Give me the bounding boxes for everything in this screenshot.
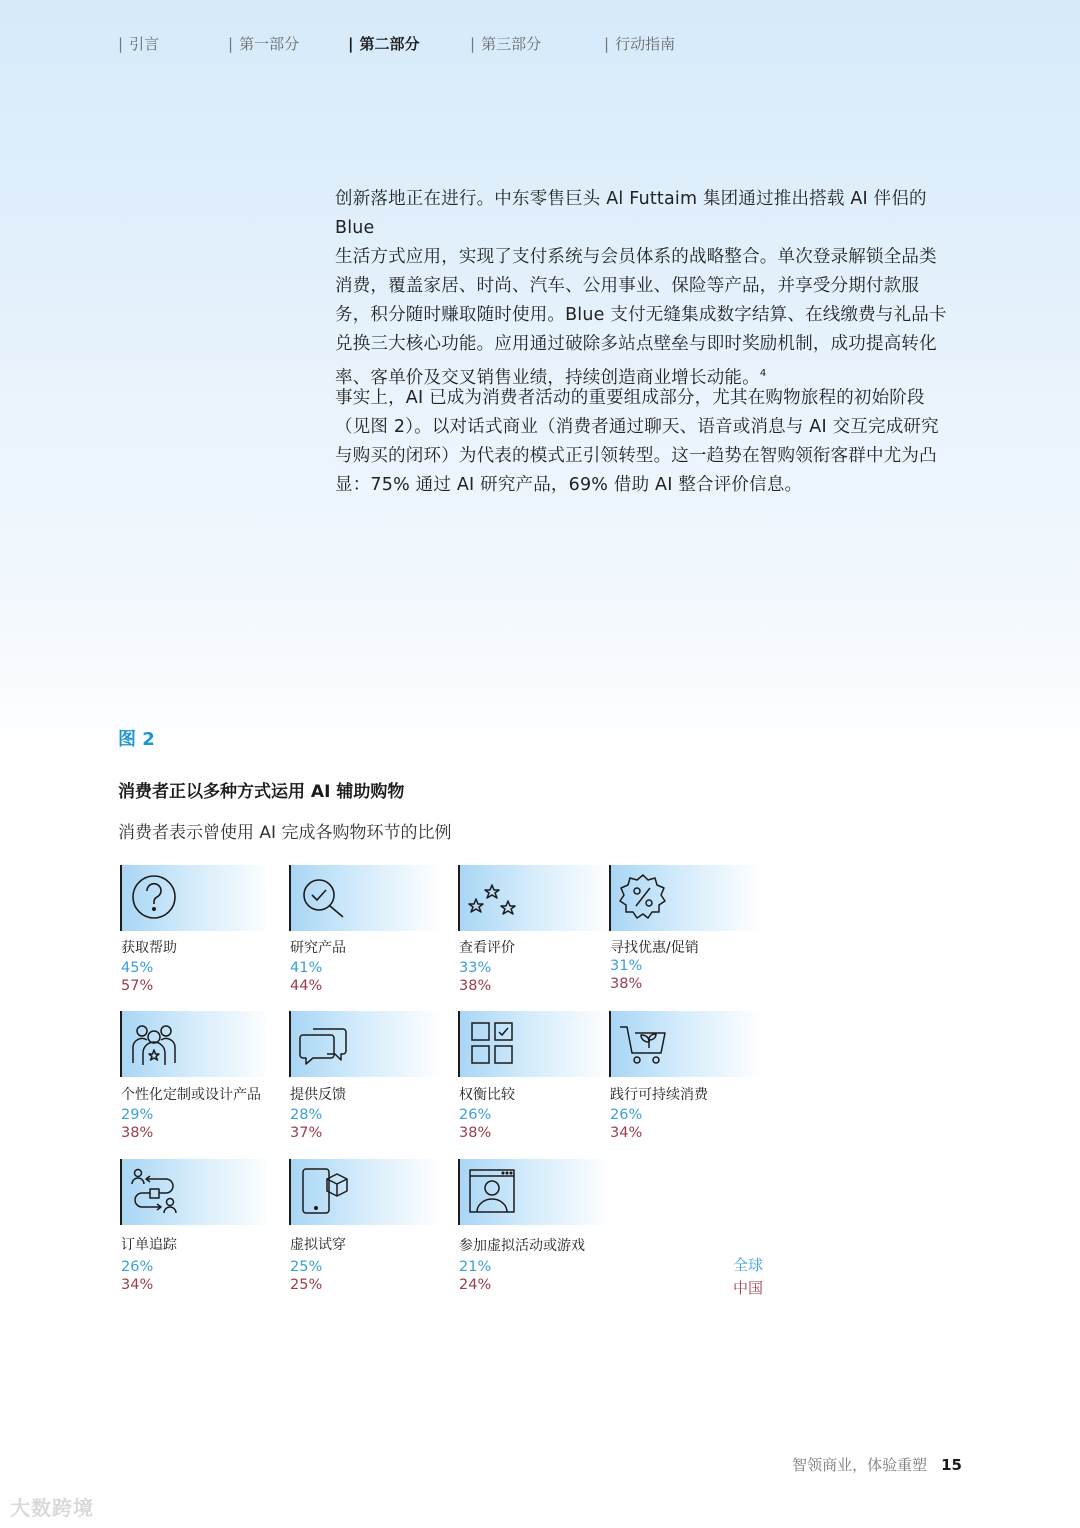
card-label: 虚拟试穿 (290, 1237, 346, 1253)
stat-card-virtual-events-games (458, 1159, 618, 1299)
china-value: 24% (459, 1277, 492, 1293)
stat-card-personalize-design (120, 1011, 280, 1151)
discount-badge-icon (617, 871, 669, 923)
body-paragraph-2: 事实上，AI 已成为消费者活动的重要组成部分，尤其在购物旅程的初始阶段 （见图 2）。以对话式商业（消费者通过聊天、语音或消息与 AI 交互完成研究 与购买的闭环）为代表的模式正引领转型。这一趋势在智购领衔客群中尤为凸 显：75% 通过 AI 研究产品，69% 借助 AI 整合评价信息。 (335, 388, 939, 495)
card-label: 参加虚拟活动或游戏 (459, 1238, 585, 1254)
global-value: 21% (459, 1259, 492, 1275)
virtual-window-person-icon (466, 1165, 518, 1217)
people-star-icon (128, 1017, 180, 1069)
card-label: 研究产品 (290, 940, 346, 956)
compare-grid-icon (466, 1017, 518, 1069)
global-value: 31% (610, 958, 643, 974)
nav-item-intro[interactable]: | 引言 (118, 35, 160, 53)
global-value: 26% (121, 1259, 154, 1275)
nav-item-part1[interactable]: | 第一部分 (228, 35, 300, 53)
nav-item-part2[interactable]: | 第二部分 (348, 35, 420, 53)
watermark: 大数跨境 (10, 1496, 94, 1520)
legend-global: 全球 (733, 1256, 764, 1274)
global-value: 28% (290, 1107, 323, 1123)
china-value: 25% (290, 1277, 323, 1293)
china-value: 38% (459, 978, 492, 994)
stat-card-virtual-try-on (289, 1159, 449, 1299)
china-value: 38% (459, 1125, 492, 1141)
figure-subtitle: 消费者表示曾使用 AI 完成各购物环节的比例 (118, 823, 452, 843)
global-value: 45% (121, 960, 154, 976)
route-tracking-icon (128, 1165, 180, 1217)
stat-card-research-products (289, 865, 449, 1005)
global-value: 33% (459, 960, 492, 976)
card-label: 个性化定制或设计产品 (121, 1087, 261, 1103)
footnote-ref[interactable]: 4 (759, 368, 767, 379)
china-value: 38% (610, 976, 643, 992)
page-footer (792, 1454, 962, 1475)
figure-label: 图 2 (118, 729, 155, 750)
card-label: 获取帮助 (121, 940, 177, 956)
stat-card-find-deals (609, 865, 769, 1005)
figure-title: 消费者正以多种方式运用 AI 辅助购物 (118, 782, 405, 802)
stat-card-view-reviews (458, 865, 618, 1005)
china-value: 57% (121, 978, 154, 994)
body-paragraph-1: 创新落地正在进行。中东零售巨头 Al Futtaim 集团通过推出搭载 AI 伴侣的 Blue 生活方式应用，实现了支付系统与会员体系的战略整合。单次登录解锁全品类 消费，覆盖家居、时尚、汽车、公用事业、保险等产品，并享受分期付款服 务，积分随时赚取随时使用。Blue 支付无缝集成数字结算、在线缴费与礼品卡 兑换三大核心功能。应用通过破除多站点壁垒与即时奖励机制，成功提高转化 率、客单价及交叉销售业绩，持续创造商业增长动能。$^4$ (335, 189, 947, 388)
global-value: 26% (459, 1107, 492, 1123)
china-value: 37% (290, 1125, 323, 1141)
stat-card-sustainable-consumption (609, 1011, 769, 1151)
page-number: 15 (941, 1456, 962, 1474)
eco-cart-icon (617, 1017, 669, 1069)
china-value: 34% (121, 1277, 154, 1293)
global-value: 25% (290, 1259, 323, 1275)
footer-title: 智领商业，体验重塑 (792, 1456, 928, 1474)
global-value: 41% (290, 960, 323, 976)
card-label: 提供反馈 (290, 1087, 346, 1103)
question-icon (128, 871, 180, 923)
global-value: 26% (610, 1107, 643, 1123)
card-label: 查看评价 (459, 940, 515, 956)
phone-cube-icon (297, 1165, 349, 1217)
china-value: 34% (610, 1125, 643, 1141)
china-value: 38% (121, 1125, 154, 1141)
stat-card-give-feedback (289, 1011, 449, 1151)
card-label: 践行可持续消费 (610, 1087, 708, 1103)
stat-card-weigh-compare (458, 1011, 618, 1151)
magnifier-check-icon (297, 871, 349, 923)
stat-card-order-tracking (120, 1159, 280, 1299)
section-nav (0, 33, 1080, 57)
nav-item-part3[interactable]: | 第三部分 (470, 35, 542, 53)
card-label: 权衡比较 (459, 1087, 515, 1103)
figure-legend (733, 1254, 763, 1300)
chat-bubbles-icon (297, 1017, 349, 1069)
stars-icon (466, 871, 518, 923)
nav-item-action-guide[interactable]: | 行动指南 (604, 35, 676, 53)
stat-card-get-help (120, 865, 280, 1005)
china-value: 44% (290, 978, 323, 994)
card-label: 订单追踪 (121, 1237, 177, 1253)
card-label: 寻找优惠/促销 (610, 940, 699, 956)
legend-china: 中国 (733, 1279, 764, 1297)
global-value: 29% (121, 1107, 154, 1123)
